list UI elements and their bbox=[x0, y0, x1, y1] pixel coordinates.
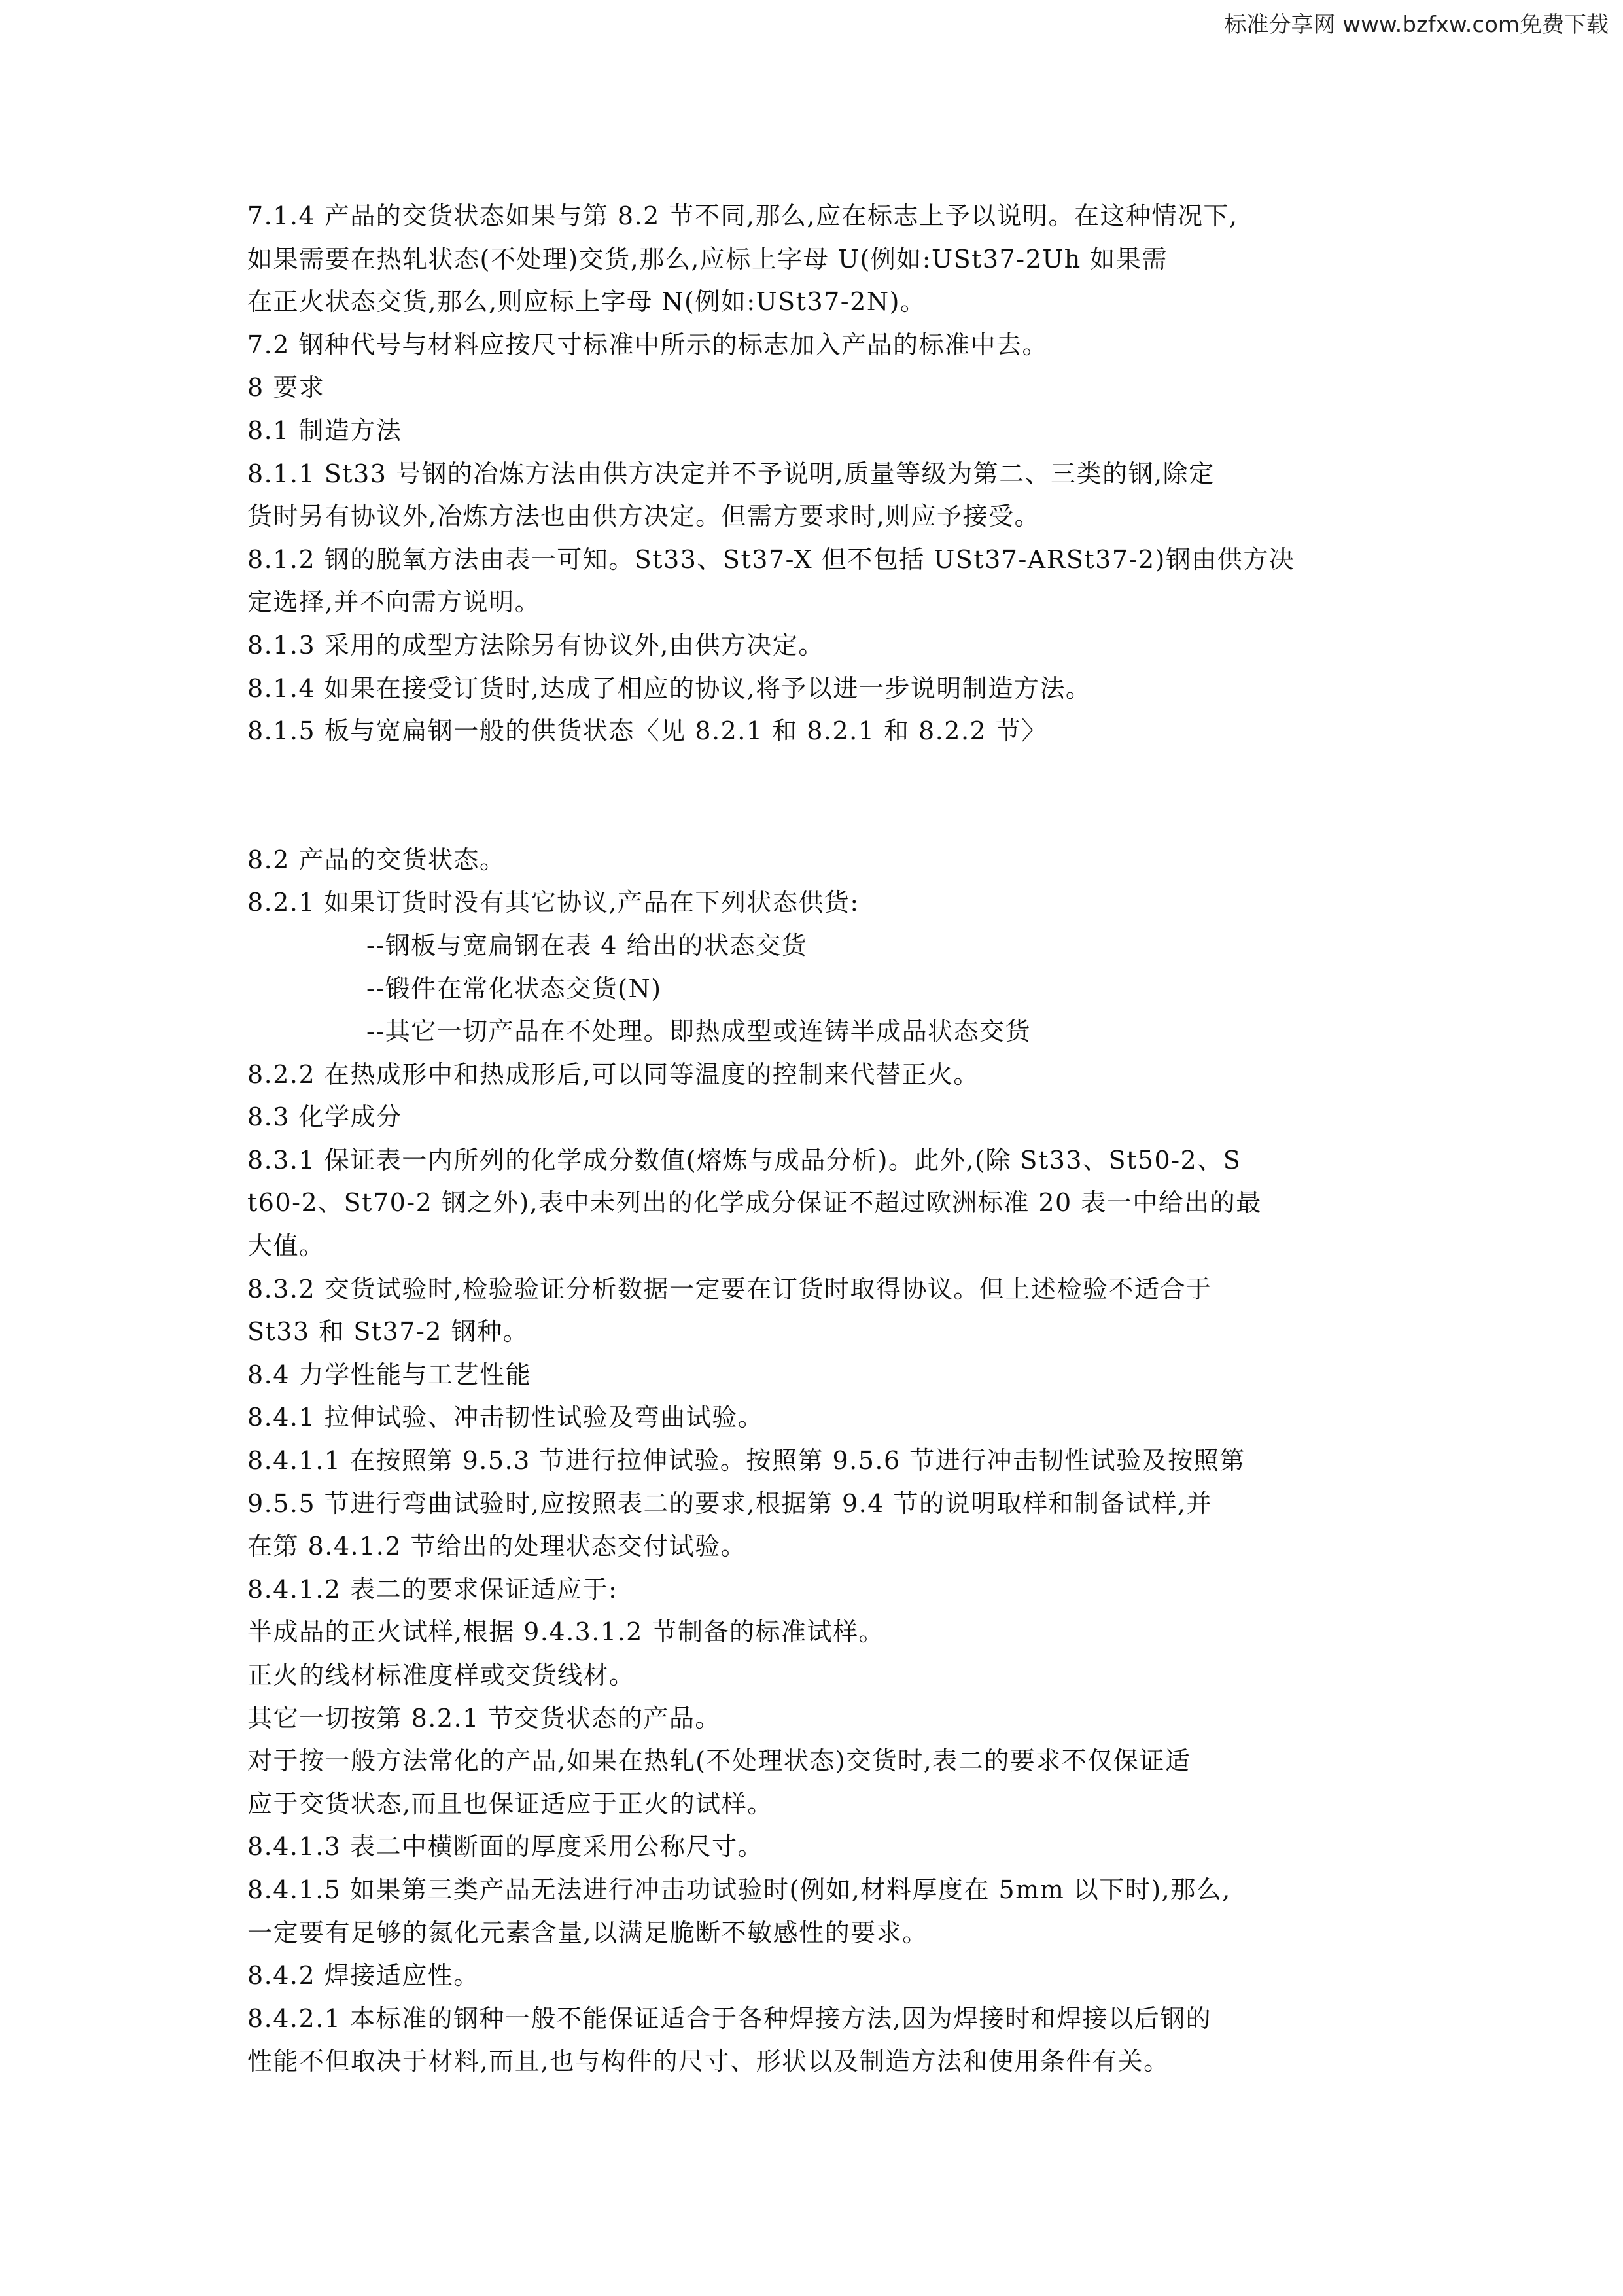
text-line: 性能不但取决于材料,而且,也与构件的尺寸、形状以及制造方法和使用条件有关。 bbox=[247, 2047, 1170, 2076]
text-line: 大值。 bbox=[247, 1231, 325, 1261]
text-line: 9.5.5 节进行弯曲试验时,应按照表二的要求,根据第 9.4 节的说明取样和制备试样,并 bbox=[247, 1489, 1213, 1518]
site-watermark: 标准分享网 www.bzfxw.com免费下载 bbox=[1224, 12, 1609, 38]
list-item: --钢板与宽扁钢在表 4 给出的状态交货 bbox=[366, 930, 808, 960]
text-line: 8.4.1 拉伸试验、冲击韧性试验及弯曲试验。 bbox=[247, 1403, 764, 1432]
paragraph-gap bbox=[247, 753, 1399, 839]
text-line: 8.4.2.1 本标准的钢种一般不能保证适合于各种焊接方法,因为焊接时和焊接以后钢的 bbox=[247, 2004, 1212, 2033]
text-line: 7.1.4 产品的交货状态如果与第 8.2 节不同,那么,应在标志上予以说明。在这种情况下, bbox=[247, 202, 1238, 230]
text-line: 一定要有足够的氮化元素含量,以满足脆断不敏感性的要求。 bbox=[247, 1918, 928, 1947]
text-line: 8.4.1.3 表二中横断面的厚度采用公称尺寸。 bbox=[247, 1832, 764, 1862]
text-line: 半成品的正火试样,根据 9.4.3.1.2 节制备的标准试样。 bbox=[247, 1617, 884, 1647]
text-line: 货时另有协议外,冶炼方法也由供方决定。但需方要求时,则应予接受。 bbox=[247, 502, 1041, 531]
text-line: St33 和 St37-2 钢种。 bbox=[247, 1317, 529, 1347]
text-line: 正火的线材标准度样或交货线材。 bbox=[247, 1661, 635, 1689]
section-heading-8-3: 8.3 化学成分 bbox=[247, 1103, 402, 1132]
text-line: t60-2、St70-2 钢之外),表中未列出的化学成分保证不超过欧洲标准 20 表一中给出的最 bbox=[247, 1188, 1262, 1218]
text-line: 8.1.1 St33 号钢的冶炼方法由供方决定并不予说明,质量等级为第二、三类的钢,除定 bbox=[247, 459, 1215, 488]
text-line: 如果需要在热轧状态(不处理)交货,那么,应标上字母 U(例如:USt37-2Uh 如果需 bbox=[247, 244, 1168, 274]
text-line: 8.1.4 如果在接受订货时,达成了相应的协议,将予以进一步说明制造方法。 bbox=[247, 673, 1092, 703]
text-line: 7.2 钢种代号与材料应按尺寸标准中所示的标志加入产品的标准中去。 bbox=[247, 330, 1049, 359]
text-line: 8.4.1.1 在按照第 9.5.3 节进行拉伸试验。按照第 9.5.6 节进行冲击韧性试验及按照第 bbox=[247, 1446, 1246, 1475]
text-line: 8.1.2 钢的脱氧方法由表一可知。St33、St37-X 但不包括 USt37-ARSt37-2)钢由供方决 bbox=[247, 544, 1295, 574]
text-line: 8.2.1 如果订货时没有其它协议,产品在下列状态供货: bbox=[247, 888, 860, 917]
text-line: 8.3.2 交货试验时,检验验证分析数据一定要在订货时取得协议。但上述检验不适合于 bbox=[247, 1274, 1212, 1303]
document-body bbox=[247, 195, 1399, 2083]
text-line: 其它一切按第 8.2.1 节交货状态的产品。 bbox=[247, 1703, 721, 1733]
text-line: 在第 8.4.1.2 节给出的处理状态交付试验。 bbox=[247, 1532, 747, 1561]
text-line: 应于交货状态,而且也保证适应于正火的试样。 bbox=[247, 1789, 773, 1818]
list-item: --其它一切产品在不处理。即热成型或连铸半成品状态交货 bbox=[366, 1017, 1032, 1046]
text-line: 定选择,并不向需方说明。 bbox=[247, 588, 541, 617]
text-line: 8.3.1 保证表一内所列的化学成分数值(熔炼与成品分析)。此外,(除 St33、St50-2、S bbox=[247, 1145, 1242, 1174]
text-line: 8.1.3 采用的成型方法除另有协议外,由供方决定。 bbox=[247, 630, 824, 660]
text-line: 8.4.1.5 如果第三类产品无法进行冲击功试验时(例如,材料厚度在 5mm 以下时),那么, bbox=[247, 1875, 1231, 1904]
text-line: 8.2.2 在热成形中和热成形后,可以同等温度的控制来代替正火。 bbox=[247, 1059, 979, 1089]
text-line: 在正火状态交货,那么,则应标上字母 N(例如:USt37-2N)。 bbox=[247, 287, 926, 317]
text-line: 8.4.1.2 表二的要求保证适应于: bbox=[247, 1574, 618, 1604]
text-line: 8.1.5 板与宽扁钢一般的供货状态〈见 8.2.1 和 8.2.1 和 8.2.2 节〉 bbox=[247, 716, 1047, 746]
list-item: --锻件在常化状态交货(N) bbox=[366, 974, 662, 1003]
section-heading-8: 8 要求 bbox=[247, 373, 325, 402]
section-heading-8-1: 8.1 制造方法 bbox=[247, 415, 402, 445]
text-line: 8.4.2 焊接适应性。 bbox=[247, 1961, 480, 1990]
section-heading-8-2: 8.2 产品的交货状态。 bbox=[247, 845, 506, 874]
text-line: 对于按一般方法常化的产品,如果在热轧(不处理状态)交货时,表二的要求不仅保证适 bbox=[247, 1746, 1191, 1776]
section-heading-8-4: 8.4 力学性能与工艺性能 bbox=[247, 1360, 532, 1389]
